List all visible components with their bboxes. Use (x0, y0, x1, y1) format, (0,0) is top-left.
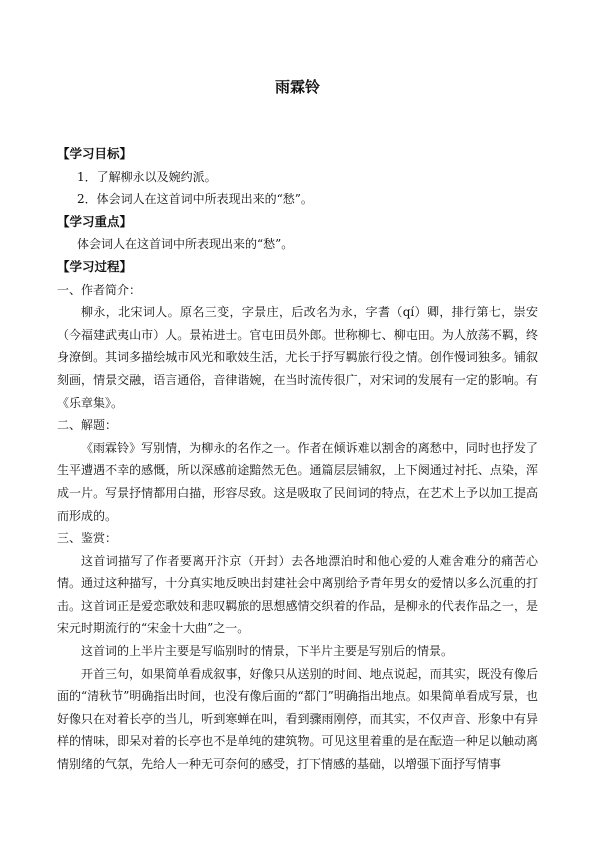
document-title: 雨霖铃 (274, 78, 320, 96)
explain-heading: 二、解题： (57, 418, 118, 433)
explain-text: 《雨霖铃》写别情，为柳永的名作之一。作者在倾诉难以割舍的离愁中，同时也抒发了生平遭遇不幸的感慨，所以深感前途黯然无色。通篇层层铺叙，上下阕通过衬托、点染，浑成一片。写景抒情都用白描，形容尽致。这是吸取了民间词的特点，在艺术上予以加工提高而形成的。 (57, 440, 538, 523)
process-heading: 【学习过程】 (57, 258, 133, 274)
author-text: 柳永，北宋词人。原名三变，字景庄，后改名为永，字耆（qí）卿，排行第七，崇安（今福建武夷山市）人。景祐进士。官屯田员外郎。世称柳七、柳屯田。为人放荡不羁，终身潦倒。其词多描绘城市风光和歌妓生活，尤长于抒写羁旅行役之情。创作慢词独多。铺叙刻画，情景交融，语言通俗，音律谐婉，在当时流传很广，对宋词的发展有一定的影响。有《乐章集》。 (57, 305, 538, 410)
focus-text: 体会词人在这首词中所表现出来的“愁”。 (77, 237, 294, 252)
goal-item: 2．体会词人在这首词中所表现出来的“愁”。 (77, 192, 313, 207)
appreciate-paragraph-1: 这首词描写了作者要离开汴京（开封）去各地漂泊时和他心爱的人难舍难分的痛苦心情。通过这种描写，十分真实地反映出封建社会中离别给予青年男女的爱情以多么沉重的打击。这首词正是爱恋歌妓和悲叹羁旅的思想感情交织着的作品，是柳永的代表作品之一，是宋元时期流行的“宋金十大曲”之一。 (57, 553, 538, 636)
appreciate-heading: 三、鉴赏： (57, 531, 118, 546)
focus-heading: 【学习重点】 (57, 213, 133, 229)
appreciate-paragraph-2: 这首词的上半片主要是写临别时的情景，下半片主要是写别后的情景。 (81, 644, 454, 659)
document-body (57, 143, 538, 776)
appreciate-paragraph-3: 开首三句，如果简单看成叙事，好像只从送别的时间、地点说起，而其实，既没有像后面的“清秋节”明确指出时间，也没有像后面的“都门”明确指出地点。如果简单看成写景，也好像只在对着长亭的当儿，听到寒蝉在叫，看到骤雨刚停，而其实，不仅声音、形象中有异样的情味，即呆对着的长亭也不是单纯的建筑物。可见这里着重的是在酝造一种足以触动离情别绪的气氛，先给人一种无可奈何的感受，打下情感的基础，以增强下面抒写情事 (57, 666, 538, 772)
goal-item: 1．了解柳永以及婉约派。 (77, 169, 217, 184)
author-heading: 一、作者简介： (57, 282, 142, 297)
goals-heading: 【学习目标】 (57, 146, 133, 161)
